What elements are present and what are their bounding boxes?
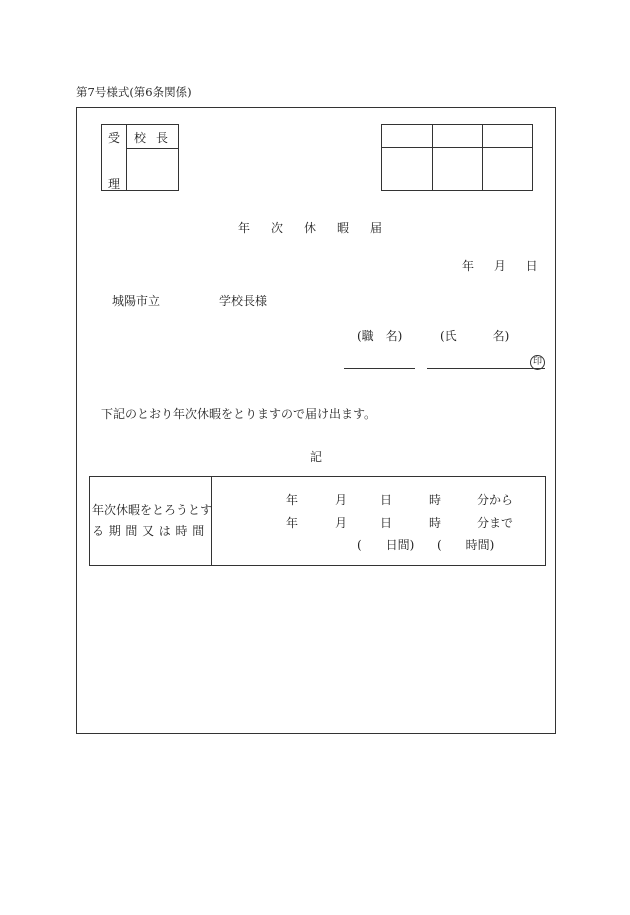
to-minute-field[interactable]: 分まで (477, 516, 514, 530)
period-label-line1: 年次休暇をとろうとす (92, 503, 213, 517)
receipt-label-bottom: 理 (108, 177, 121, 191)
receipt-box (101, 124, 179, 191)
page-title: 年次休暇届 (238, 221, 404, 235)
stamp-divider (482, 125, 483, 190)
receipt-divider-vertical (126, 125, 127, 190)
body-text: 下記のとおり年次休暇をとりますので届け出ます。 (101, 407, 377, 421)
from-month-field[interactable]: 月 (335, 493, 348, 507)
from-year-field[interactable]: 年 (286, 493, 299, 507)
from-hour-field[interactable]: 時 (429, 493, 442, 507)
to-hour-field[interactable]: 時 (429, 516, 442, 530)
ki-heading: 記 (310, 450, 323, 464)
addressee-city: 城陽市立 (112, 294, 161, 308)
from-day-field[interactable]: 日 (380, 493, 393, 507)
name-label: (氏 名) (440, 329, 510, 343)
leave-period-table (89, 476, 546, 566)
from-minute-field[interactable]: 分から (477, 493, 514, 507)
days-count-field[interactable]: ( 日間) (357, 538, 415, 552)
approval-stamp-grid (381, 124, 533, 191)
job-title-label: (職 名) (357, 329, 403, 343)
receipt-divider-horizontal (126, 148, 178, 149)
to-day-field[interactable]: 日 (380, 516, 393, 530)
period-label-line2: る期間又は時間 (92, 524, 209, 538)
stamp-divider (382, 147, 532, 148)
job-title-field[interactable] (344, 368, 415, 369)
hours-count-field[interactable]: ( 時間) (437, 538, 495, 552)
stamp-divider (432, 125, 433, 190)
to-month-field[interactable]: 月 (335, 516, 348, 530)
date-field[interactable]: 年 月 日 (462, 259, 538, 273)
addressee-principal: 学校長様 (219, 294, 268, 308)
to-year-field[interactable]: 年 (286, 516, 299, 530)
name-field[interactable] (427, 368, 545, 369)
seal-icon: 印 (530, 355, 545, 370)
table-divider (211, 477, 212, 565)
principal-column-header: 校長 (134, 131, 179, 145)
receipt-label-top: 受 (108, 131, 121, 145)
form-number-label: 第7号様式(第6条関係) (76, 85, 192, 99)
